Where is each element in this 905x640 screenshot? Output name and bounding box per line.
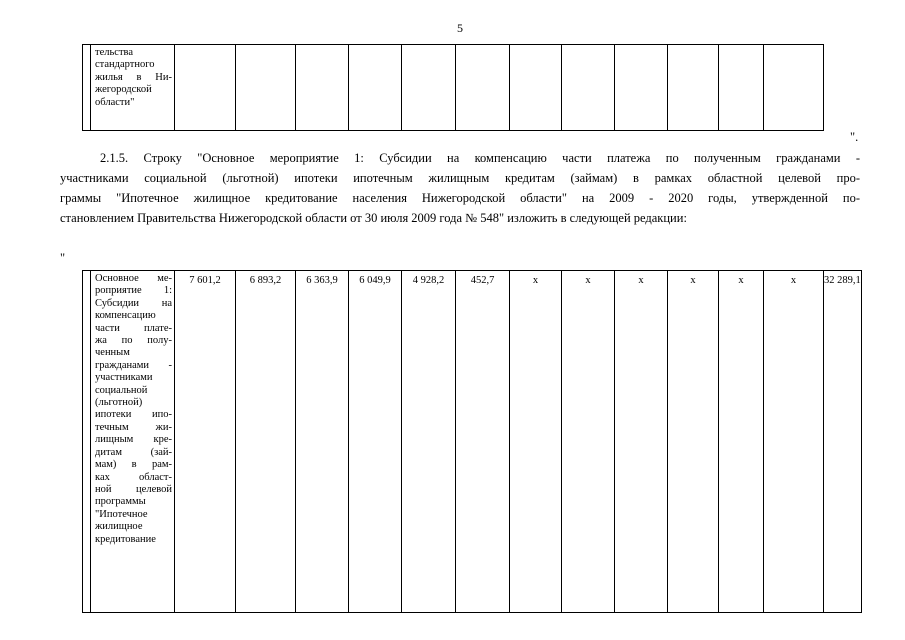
row-number-cell	[83, 45, 91, 131]
row-name-cell	[91, 271, 175, 613]
value-cell: 6 893,2	[236, 271, 296, 613]
value-cell	[402, 45, 456, 131]
row-name-line: жегородской	[95, 84, 152, 96]
value-cell: 6 363,9	[296, 271, 349, 613]
value-cell: х	[719, 271, 764, 613]
total-cell	[764, 45, 824, 131]
value-cell: 452,7	[456, 271, 510, 613]
row-name-line: лищным кре-	[95, 434, 172, 446]
value-cell	[562, 45, 615, 131]
row-name-line: роприятие 1:	[95, 285, 172, 297]
paragraph-line: участниками социальной (льготной) ипотеки ипотечным жилищным кредитам (займам) в рамках областной целевой про-	[60, 171, 860, 185]
value-cell	[236, 45, 296, 131]
value-cell: х	[668, 271, 719, 613]
row-name-line: стандартного	[95, 59, 155, 71]
row-name-line: компенсацию	[95, 310, 156, 322]
row-name-line: "Ипотечное	[95, 508, 148, 520]
row-name-line: тельства	[95, 47, 134, 58]
row-name-line: (льготной)	[95, 397, 143, 409]
row-name-line: мам) в рам-	[95, 459, 172, 471]
row-name-line: жилищное	[95, 521, 143, 533]
row-name-line: дитам (зай-	[95, 446, 172, 458]
row-name-line: жа по полу-	[95, 335, 172, 347]
value-cell: 6 049,9	[349, 271, 402, 613]
value-cell	[349, 45, 402, 131]
value-cell	[296, 45, 349, 131]
row-name-line: жилья в Ни-	[95, 71, 172, 83]
table-row	[83, 271, 862, 613]
row-name-line: ченным	[95, 347, 130, 359]
top-table-fragment	[82, 44, 824, 131]
paragraph-line: граммы "Ипотечное жилищное кредитование населения Нижегородской области" на 2009 - 2020 годы, утвержденной по-	[60, 191, 860, 205]
value-cell	[719, 45, 764, 131]
row-number-cell	[83, 271, 91, 613]
row-name-line: Субсидии на	[95, 297, 172, 309]
total-cell: 32 289,1	[824, 271, 862, 613]
row-name-line: ной целевой	[95, 483, 172, 495]
value-cell: 4 928,2	[402, 271, 456, 613]
row-name-line: Основное ме-	[95, 273, 172, 284]
row-name-line: участниками	[95, 372, 153, 384]
row-name-cell	[91, 45, 175, 131]
page-number: 5	[457, 21, 463, 35]
paragraph-line: 2.1.5. Строку "Основное мероприятие 1: Субсидии на компенсацию части платежа по полученным гражданами -	[100, 151, 860, 165]
row-name-line: ках област-	[95, 471, 172, 483]
row-name-line: социальной	[95, 384, 148, 396]
value-cell	[615, 45, 668, 131]
value-cell: х	[615, 271, 668, 613]
bottom-table-fragment	[82, 270, 862, 613]
row-name-line: гражданами -	[95, 359, 172, 371]
value-cell	[456, 45, 510, 131]
value-cell	[510, 45, 562, 131]
value-cell: х	[764, 271, 824, 613]
row-name-line: области"	[95, 96, 135, 108]
table-row	[83, 45, 824, 131]
value-cell	[175, 45, 236, 131]
closing-quote: ".	[850, 130, 859, 144]
value-cell: х	[562, 271, 615, 613]
opening-quote: "	[60, 251, 66, 265]
amendment-paragraph	[60, 148, 860, 228]
value-cell	[668, 45, 719, 131]
row-name-line: течным жи-	[95, 421, 172, 433]
row-name-line: ипотеки ипо-	[95, 409, 172, 421]
row-name-line: кредитование	[95, 533, 156, 545]
row-name-line: части плате-	[95, 322, 172, 334]
value-cell: 7 601,2	[175, 271, 236, 613]
value-cell: х	[510, 271, 562, 613]
row-name-line: программы	[95, 496, 146, 508]
paragraph-line: становлением Правительства Нижегородской области от 30 июля 2009 года № 548" изложить в следующей редакции:	[60, 211, 687, 225]
